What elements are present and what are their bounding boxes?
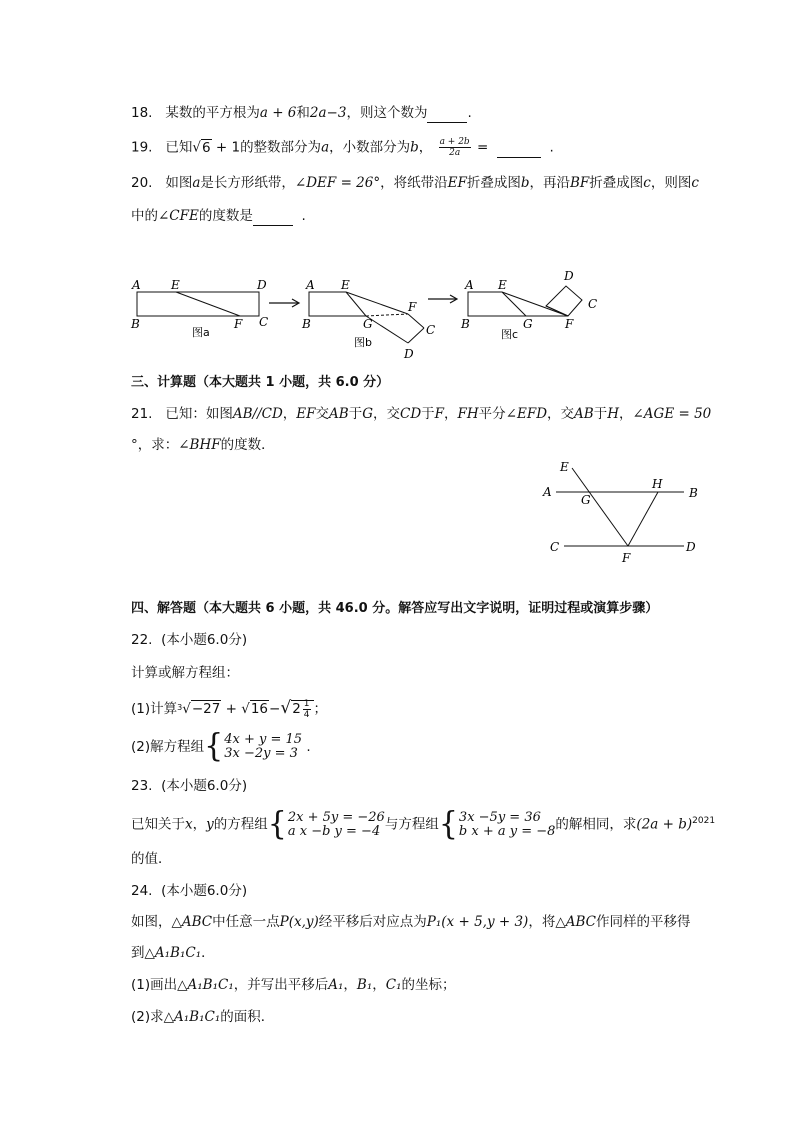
svg-text:F: F xyxy=(408,300,417,314)
svg-text:B: B xyxy=(461,317,470,331)
label-e: E xyxy=(171,278,180,292)
svg-text:G: G xyxy=(581,493,591,507)
figure-b xyxy=(301,278,435,361)
figure-c-caption: 图c xyxy=(501,328,519,341)
svg-text:A: A xyxy=(306,278,315,292)
svg-text:D: D xyxy=(404,347,414,361)
answer-blank[interactable] xyxy=(427,108,467,123)
question-19: 19. 已知√6 + 1的整数部分为a，小数部分为b， $\frac{a + 2b}{2a}$ = . xyxy=(131,137,554,158)
question-number: 19. xyxy=(131,139,153,156)
question-22-part-1: (1)计算$^3$√−27 + √16−√2 $\frac{1}{4}$ ； xyxy=(131,698,328,720)
question-23-header: 23. (本小题6.0分) xyxy=(131,778,248,794)
question-21-line-2: °，求：∠BHF的度数． xyxy=(131,437,275,453)
arrow-right-icon xyxy=(269,299,299,307)
question-number: 21. xyxy=(131,406,153,422)
fraction: $\frac{a + 2b}{2a}$ xyxy=(439,137,470,158)
label-f: F xyxy=(234,317,243,331)
svg-text:B: B xyxy=(689,486,698,500)
folding-figures xyxy=(126,262,626,366)
parallel-lines-figure xyxy=(540,456,710,568)
question-22-header: 22. (本小题6.0分) xyxy=(131,632,248,648)
question-22-intro: 计算或解方程组： xyxy=(131,665,239,681)
question-number: 22. xyxy=(131,632,153,648)
question-number: 18. xyxy=(131,105,153,121)
svg-text:E: E xyxy=(498,278,507,292)
svg-text:A: A xyxy=(543,485,552,499)
figure-a xyxy=(130,278,268,339)
label-d: D xyxy=(257,278,267,292)
svg-text:B: B xyxy=(302,317,311,331)
question-20-line-2: 中的∠CFE的度数是 . xyxy=(131,208,306,224)
svg-text:C: C xyxy=(588,297,598,311)
svg-text:E: E xyxy=(341,278,350,292)
question-24-part-1: (1)画出△A₁B₁C₁，并写出平移后A₁，B₁，C₁的坐标； xyxy=(131,977,456,993)
label-b: B xyxy=(131,317,140,331)
question-number: 24. xyxy=(131,883,153,899)
answer-blank[interactable] xyxy=(253,211,293,226)
figure-b-caption: 图b xyxy=(354,336,372,349)
equation-system: { 4x + y = 15 3x −2y = 3 xyxy=(204,728,303,765)
svg-text:A: A xyxy=(465,278,474,292)
svg-text:C: C xyxy=(550,540,560,554)
question-24-header: 24. (本小题6.0分) xyxy=(131,883,248,899)
svg-text:H: H xyxy=(652,477,663,491)
question-22-part-2: (2)解方程组 { 4x + y = 15 3x −2y = 3 . xyxy=(131,728,311,765)
label-a: A xyxy=(132,278,141,292)
svg-text:G: G xyxy=(363,317,373,331)
question-23-line-1: 已知关于x，y的方程组 { 2x + 5y = −26 a x −b y = −4 与方程组 { 3x −5y = 36 b x + a y = −8 的解相同，求$(2a + b)^{2021}$ xyxy=(131,805,716,843)
question-18: 18. 某数的平方根为a + 6和2a−3，则这个数为 . xyxy=(131,105,472,121)
arrow-right-icon xyxy=(428,295,457,303)
question-20-line-1: 20. 如图a是长方形纸带，∠DEF = 26°，将纸带沿EF折叠成图b，再沿BF折叠成图c，则图c xyxy=(131,175,699,191)
question-21-line-1: 21. 已知：如图AB//CD，EF交AB于G，交CD于F，FH平分∠EFD，交AB于H，∠AGE = 50 xyxy=(131,406,712,422)
sqrt-symbol: √ xyxy=(192,139,201,156)
svg-text:F: F xyxy=(565,317,574,331)
answer-blank[interactable] xyxy=(497,143,541,158)
question-number: 20. xyxy=(131,175,153,191)
svg-text:D: D xyxy=(686,540,696,554)
svg-text:F: F xyxy=(622,551,631,565)
svg-text:C: C xyxy=(426,323,436,337)
svg-text:E: E xyxy=(560,460,569,474)
figure-a-caption: 图a xyxy=(192,326,210,339)
equation-system-1: { 2x + 5y = −26 a x −b y = −4 xyxy=(267,805,385,843)
question-24-part-2: (2)求△A₁B₁C₁的面积． xyxy=(131,1009,275,1025)
equation-system-2: { 3x −5y = 36 b x + a y = −8 xyxy=(438,805,556,843)
label-c: C xyxy=(259,315,269,329)
question-24-line-1: 如图，△ABC中任意一点P(x,y)经平移后对应点为P₁(x + 5,y + 3)，将△ABC作同样的平移得 xyxy=(131,914,691,930)
figure-c xyxy=(460,269,597,341)
question-23-line-2: 的值． xyxy=(131,851,172,867)
svg-text:D: D xyxy=(564,269,574,283)
question-number: 23. xyxy=(131,778,153,794)
svg-text:G: G xyxy=(523,317,533,331)
section-3-title: 三、计算题（本大题共 1 小题，共 6.0 分） xyxy=(131,375,390,390)
section-4-title: 四、解答题（本大题共 6 小题，共 46.0 分。解答应写出文字说明，证明过程或演算步骤） xyxy=(131,601,659,616)
question-24-line-2: 到△A₁B₁C₁． xyxy=(131,945,215,961)
